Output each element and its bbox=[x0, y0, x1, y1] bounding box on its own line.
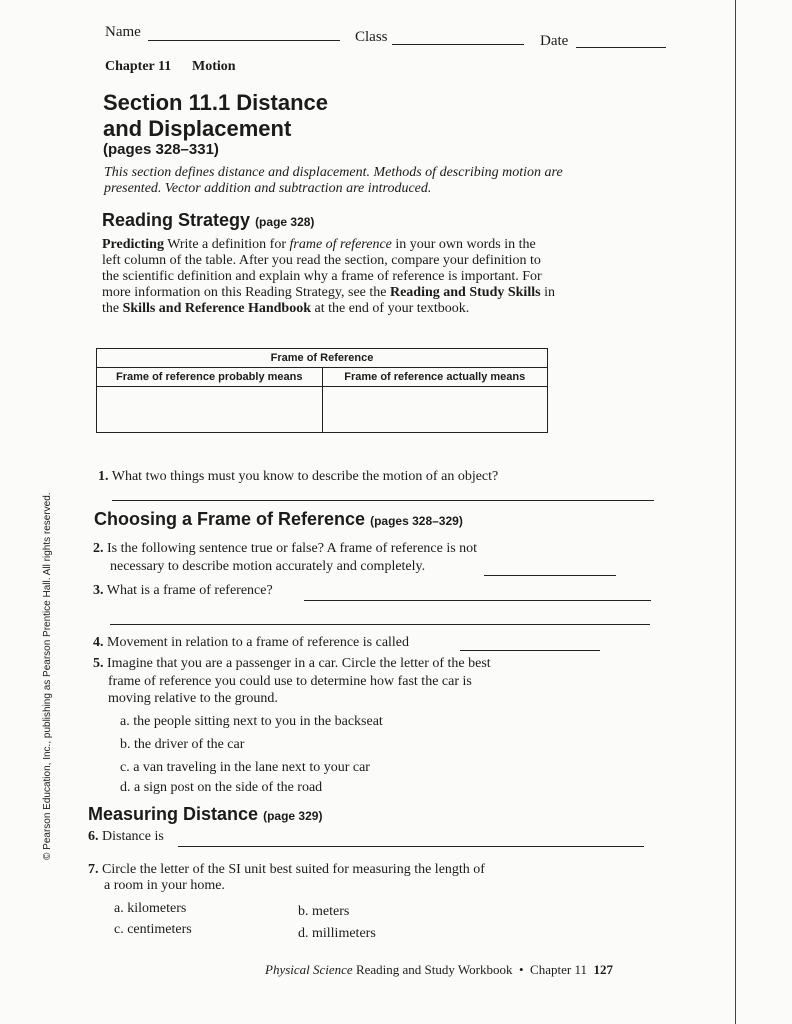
q7-option-b[interactable]: b. meters bbox=[298, 904, 350, 919]
q2-answer-line[interactable] bbox=[484, 575, 616, 576]
frame-of-reference-table bbox=[96, 348, 548, 433]
q6-number: 6. bbox=[88, 829, 99, 844]
footer-book-rest: Reading and Study Workbook bbox=[352, 962, 513, 977]
chapter-label: Chapter 11 bbox=[105, 59, 172, 74]
name-label: Name bbox=[105, 24, 141, 40]
question-4 bbox=[93, 635, 409, 651]
q7-number: 7. bbox=[88, 862, 99, 877]
footer-chapter: Chapter 11 bbox=[530, 962, 587, 977]
measuring-heading bbox=[88, 804, 322, 825]
page-footer bbox=[265, 962, 613, 978]
q5-option-c[interactable]: c. a van traveling in the lane next to your car bbox=[120, 760, 370, 775]
q5-option-b[interactable]: b. the driver of the car bbox=[120, 737, 245, 752]
q7-option-d[interactable]: d. millimeters bbox=[298, 926, 376, 941]
choosing-page: (pages 328–329) bbox=[370, 514, 463, 528]
page-edge-rule bbox=[735, 0, 736, 1024]
q2-number: 2. bbox=[93, 541, 104, 556]
q5-line1: Imagine that you are a passenger in a car. Circle the letter of the best bbox=[107, 656, 491, 671]
strategy-text-3: in the bbox=[102, 285, 555, 316]
q7-option-c[interactable]: c. centimeters bbox=[114, 922, 192, 937]
q5-line3: moving relative to the ground. bbox=[108, 691, 278, 706]
q1-text: What two things must you know to describe the motion of an object? bbox=[111, 469, 499, 484]
name-field[interactable] bbox=[148, 40, 340, 41]
strategy-text-4: at the end of your textbook. bbox=[311, 301, 470, 316]
question-1 bbox=[98, 469, 498, 485]
q3-answer-line-1[interactable] bbox=[304, 600, 651, 601]
q5-line2: frame of reference you could use to determine how fast the car is bbox=[108, 674, 472, 689]
strategy-term: frame of reference bbox=[289, 237, 392, 252]
footer-book-italic: Physical Science bbox=[265, 962, 353, 977]
measuring-page: (page 329) bbox=[263, 809, 323, 823]
measuring-title: Measuring Distance bbox=[88, 804, 259, 824]
q6-text: Distance is bbox=[102, 829, 164, 844]
q2-line2: necessary to describe motion accurately and completely. bbox=[110, 559, 426, 574]
strategy-text-1: Write a definition for bbox=[167, 237, 290, 252]
q5-number: 5. bbox=[93, 656, 104, 671]
q5-option-d[interactable]: d. a sign post on the side of the road bbox=[120, 780, 323, 795]
reading-strategy-title: Reading Strategy bbox=[102, 210, 251, 230]
q2-line1: Is the following sentence true or false? A frame of reference is not bbox=[107, 541, 478, 556]
q4-number: 4. bbox=[93, 635, 104, 650]
section-intro: This section defines distance and displacement. Methods of describing motion are presented. Vector addition and subtraction are introduced. bbox=[104, 165, 563, 196]
q3-text: What is a frame of reference? bbox=[106, 583, 273, 598]
section-title-line1: Section 11.1 Distance bbox=[103, 90, 328, 115]
strategy-bold-2: Skills and Reference Handbook bbox=[122, 301, 311, 316]
footer-page-number: 127 bbox=[593, 962, 613, 977]
date-label: Date bbox=[540, 33, 569, 49]
q5-option-a[interactable]: a. the people sitting next to you in the backseat bbox=[120, 714, 383, 729]
q7-line1: Circle the letter of the SI unit best suited for measuring the length of bbox=[102, 862, 485, 877]
date-field[interactable] bbox=[576, 47, 666, 48]
strategy-bold-1: Reading and Study Skills bbox=[389, 285, 541, 300]
strategy-text-2: in your own words in the left column of the table. After you read the section, compare your definition to the scientific definition and explain why a frame of reference is important. For more information on this Reading Strategy, see the bbox=[102, 237, 542, 300]
reading-strategy-page: (page 328) bbox=[255, 215, 315, 229]
table-col2-header: Frame of reference actually means bbox=[322, 368, 548, 387]
table-cell-actually[interactable] bbox=[322, 387, 548, 433]
q3-answer-line-2[interactable] bbox=[110, 624, 650, 625]
question-3 bbox=[93, 583, 273, 599]
question-7 bbox=[88, 862, 485, 878]
q1-number: 1. bbox=[98, 469, 109, 484]
table-title: Frame of Reference bbox=[97, 349, 548, 368]
q7-option-a[interactable]: a. kilometers bbox=[114, 901, 187, 916]
copyright-notice: © Pearson Education, Inc., publishing as Pearson Prentice Hall. All rights reserved. bbox=[42, 492, 53, 860]
choosing-heading bbox=[94, 509, 463, 530]
question-6 bbox=[88, 829, 164, 845]
choosing-title: Choosing a Frame of Reference bbox=[94, 509, 366, 529]
q3-number: 3. bbox=[93, 583, 104, 598]
table-cell-probably[interactable] bbox=[97, 387, 323, 433]
chapter-topic: Motion bbox=[192, 59, 236, 74]
reading-strategy-paragraph bbox=[102, 237, 557, 317]
reading-strategy-heading bbox=[102, 210, 314, 231]
q4-answer-line[interactable] bbox=[460, 650, 600, 651]
section-pages: (pages 328–331) bbox=[103, 141, 219, 158]
section-title-line2: and Displacement bbox=[103, 116, 292, 141]
table-col1-header: Frame of reference probably means bbox=[97, 368, 323, 387]
question-5 bbox=[93, 656, 491, 672]
q6-answer-line[interactable] bbox=[178, 846, 644, 847]
q1-answer-line[interactable] bbox=[112, 500, 654, 501]
predicting-lead: Predicting bbox=[102, 237, 164, 252]
q4-text: Movement in relation to a frame of reference is called bbox=[107, 635, 410, 650]
q7-line2: a room in your home. bbox=[104, 878, 225, 893]
question-2 bbox=[93, 541, 477, 557]
class-label: Class bbox=[355, 29, 388, 45]
footer-bullet: • bbox=[518, 962, 524, 977]
class-field[interactable] bbox=[392, 44, 524, 45]
